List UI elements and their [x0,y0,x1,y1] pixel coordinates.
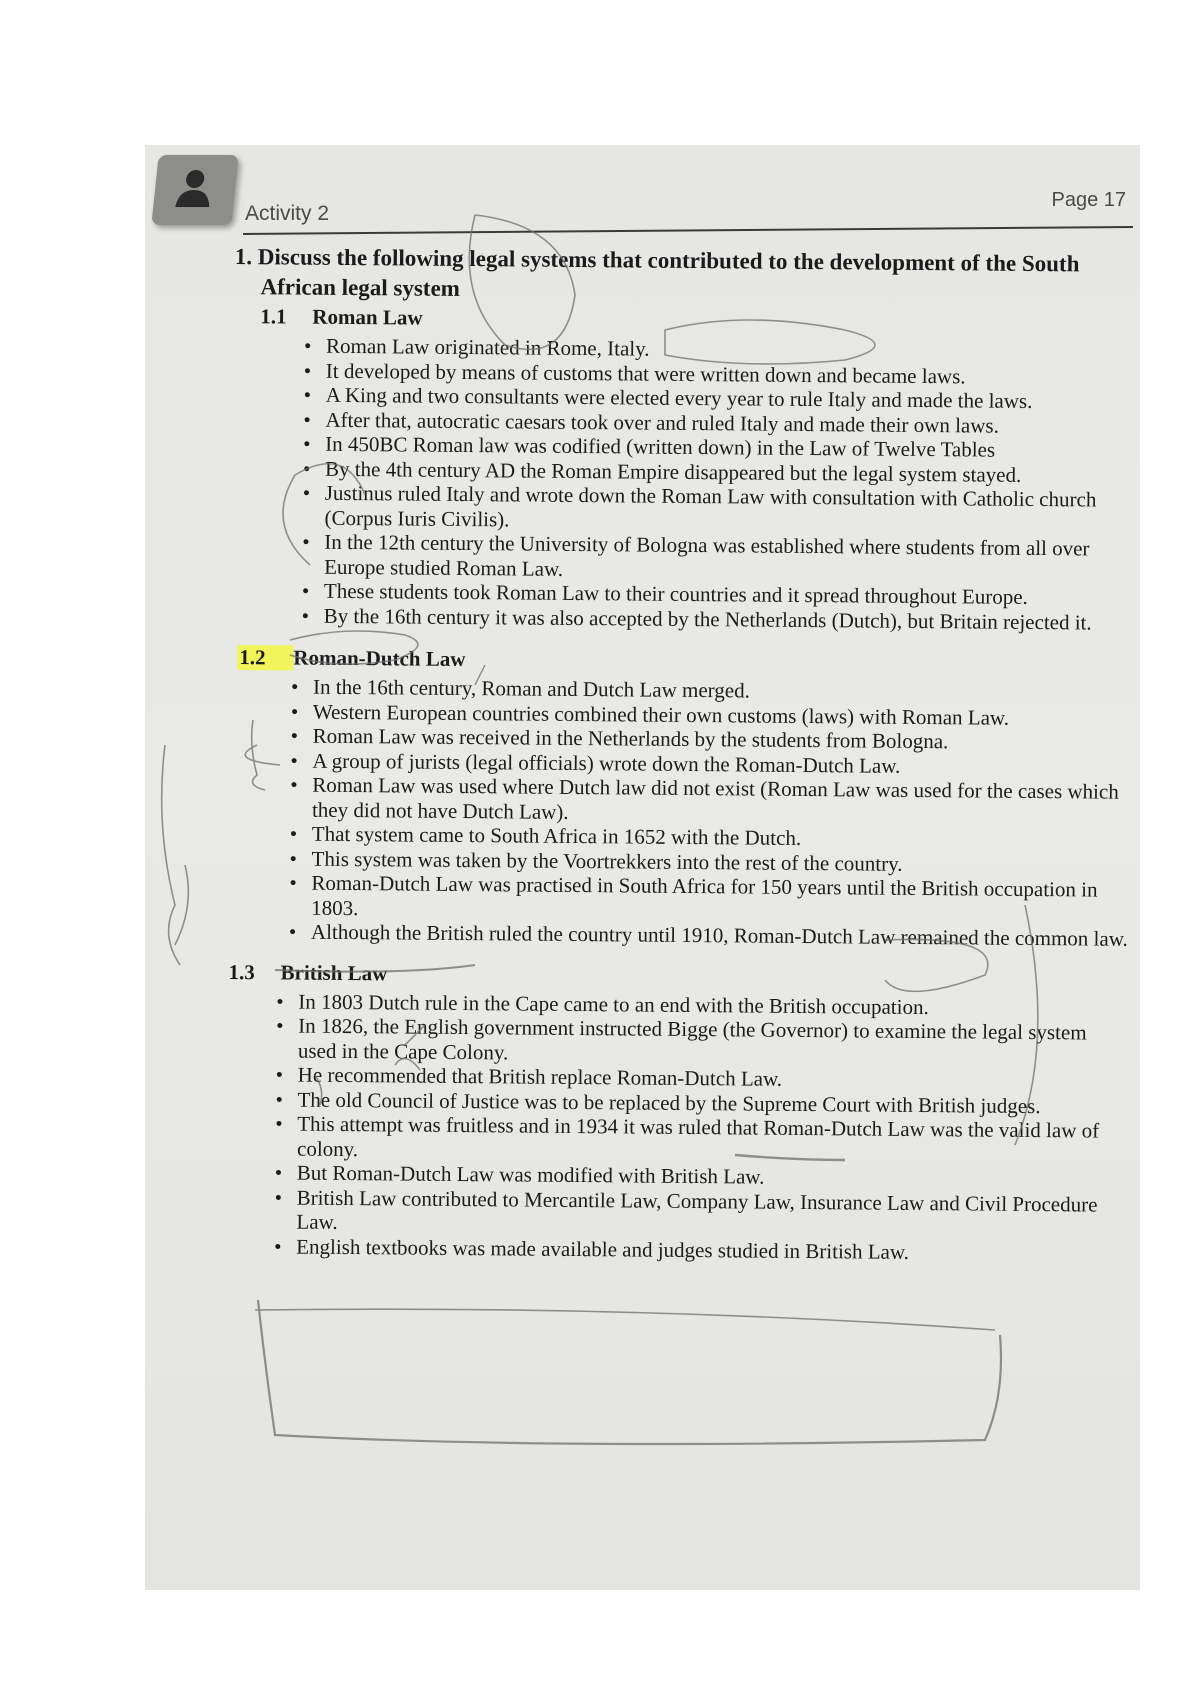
list-item: • Although the British ruled the country until 1910, Roman-Dutch Law remained the common law. [289,919,1129,951]
document-page [145,145,1140,1590]
list-item: • This attempt was fruitless and in 1934 it was ruled that Roman-Dutch Law was the valid law of colony. [275,1111,1127,1167]
list-item: • In 1826, the English government instructed Bigge (the Governor) to examine the legal system used in the Cape Colony. [276,1013,1128,1069]
list-item: • By the 4th century AD the Roman Empire disappeared but the legal system stayed. [303,456,1133,488]
list-item: • He recommended that British replace Roman-Dutch Law. [276,1062,1128,1094]
section-number: 1.3 [228,959,255,984]
activity-label: Activity 2 [245,202,330,225]
list-item: • Roman Law originated in Rome, Italy. [304,334,1134,366]
list-item: • English textbooks was made available and judges studied in British Law. [274,1234,1126,1266]
list-item: • This system was taken by the Voortrekkers into the rest of the country. [290,846,1130,878]
list-item: • These students took Roman Law to their countries and it spread throughout Europe. [302,579,1132,611]
list-item: • In the 12th century the University of Bologna was established where students from all over Europe studied Roman Law. [302,530,1132,586]
list-item: • That system came to South Africa in 1652 with the Dutch. [290,822,1130,854]
list-item: • It developed by means of customs that were written down and became laws. [304,358,1134,390]
list-item: • In the 16th century, Roman and Dutch Law merged. [291,675,1131,707]
list-item: • The old Council of Justice was to be replaced by the Supreme Court with British judges. [275,1087,1127,1119]
section-number: 1.1 [260,304,287,329]
list-item: • A King and two consultants were elected every year to rule Italy and made the laws. [304,383,1134,415]
list-item: • Justinus ruled Italy and wrote down the Roman Law with consultation with Catholic church (Corpus Iuris Civilis). [302,481,1132,537]
list-item: • In 1803 Dutch rule in the Cape came to an end with the British occupation. [276,989,1128,1021]
page-number: Page 17 [1051,189,1126,211]
section-title: Roman-Dutch Law [293,645,466,672]
section-title: Roman Law [312,304,423,330]
section-number: 1.2 [237,645,293,670]
list-item: • By the 16th century it was also accepted by the Netherlands (Dutch), but Britain rejected it. [302,603,1132,635]
question-heading: 1. Discuss the following legal systems that contributed to the development of the South African legal system [234,243,1080,301]
list-item: • Roman-Dutch Law was practised in South Africa for 150 years until the British occupation in 1803. [289,870,1129,926]
list-item: • British Law contributed to Mercantile Law, Company Law, Insurance Law and Civil Procedure Law. [274,1185,1126,1241]
list-item: • Roman Law was received in the Netherlands by the students from Bologna. [291,724,1131,756]
list-item: • But Roman-Dutch Law was modified with British Law. [275,1160,1127,1192]
list-item: • A group of jurists (legal officials) wrote down the Roman-Dutch Law. [290,748,1130,780]
pencil-annotations [145,145,1140,1590]
list-item: • In 450BC Roman law was codified (written down) in the Law of Twelve Tables [303,432,1133,464]
list-item: • Roman Law was used where Dutch law did not exist (Roman Law was used for the cases which they did not have Dutch Law). [290,773,1130,829]
list-item: • After that, autocratic caesars took over and ruled Italy and made their own laws. [303,407,1133,439]
list-item: • Western European countries combined their own customs (laws) with Roman Law. [291,699,1131,731]
section-title: British Law [280,959,388,985]
